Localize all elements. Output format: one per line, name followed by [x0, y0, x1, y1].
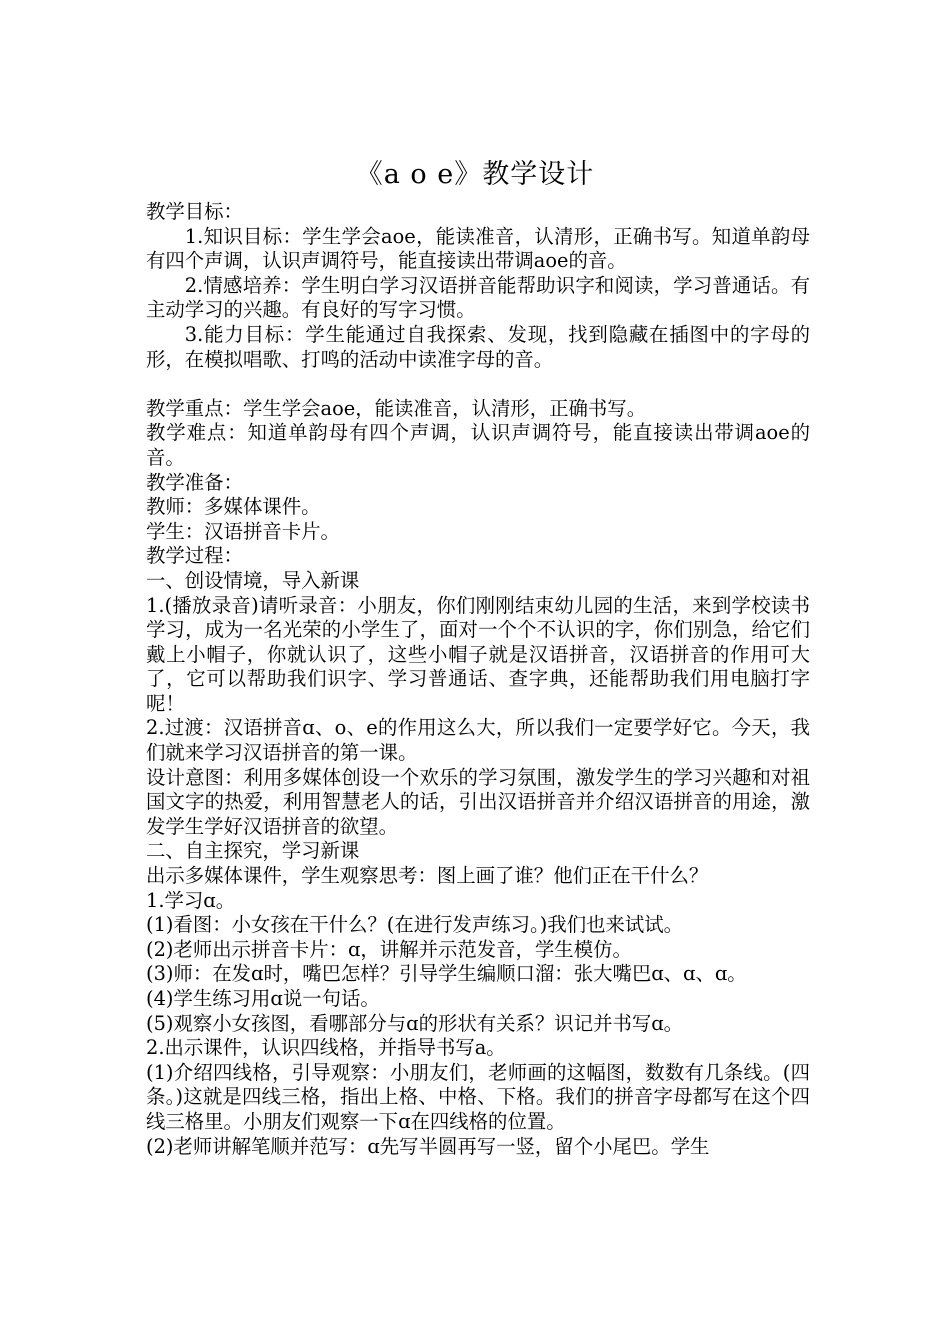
step-5: (5)观察小女孩图，看哪部分与ɑ的形状有关系？识记并书写ɑ。 [146, 1011, 684, 1035]
section1-paragraph-1: 1.(播放录音)请听录音：小朋友，你们刚刚结束幼儿园的生活，来到学校读书学习，成为一名光荣的小学生了，面对一个个不认识的字，你们别急，给它们戴上小帽子，你就认识了，这些小帽子就是汉语拼音，汉语拼音的作用可大了，它可以帮助我们识字、学习普通话、查字典，还能帮助我们用电脑打字呢！ [146, 593, 810, 715]
blank-line [146, 372, 810, 397]
learn-a-heading: 1.学习ɑ。 [146, 888, 236, 912]
grid-heading: 2.出示课件，认识四线格，并指导书写a。 [146, 1036, 506, 1060]
grid-step-2: (2)老师讲解笔顺并范写：ɑ先写半圆再写一竖，留个小尾巴。学生 [146, 1134, 710, 1158]
preparation-heading: 教学准备： [146, 470, 243, 494]
design-intent: 设计意图：利用多媒体创设一个欢乐的学习氛围，激发学生的学习兴趣和对祖国文字的热爱，利用智慧老人的话，引出汉语拼音并介绍汉语拼音的用途，激发学生学好汉语拼音的欲望。 [146, 765, 810, 838]
step-3: (3)师：在发ɑ时，嘴巴怎样？引导学生编顺口溜：张大嘴巴ɑ、ɑ、ɑ。 [146, 962, 747, 986]
section1-heading: 一、创设情境，导入新课 [146, 568, 360, 592]
section1-paragraph-2: 2.过渡：汉语拼音ɑ、o、e的作用这么大，所以我们一定要学好它。今天，我们就来学习汉语拼音的第一课。 [146, 716, 810, 765]
step-1: (1)看图：小女孩在干什么？(在进行发声练习。)我们也来试试。 [146, 913, 684, 937]
objective-ability: 3.能力目标：学生能通过自我探索、发现，找到隐藏在插图中的字母的形，在模拟唱歌、打鸣的活动中读准字母的音。 [146, 322, 810, 371]
step-4: (4)学生练习用ɑ说一句话。 [146, 987, 380, 1010]
objectives-heading: 教学目标： [146, 200, 243, 223]
preparation-student: 学生：汉语拼音卡片。 [146, 519, 340, 543]
objective-emotion: 2.情感培养：学生明白学习汉语拼音能帮助识字和阅读，学习普通话。有主动学习的兴趣。有良好的写字习惯。 [146, 273, 810, 322]
section2-intro: 出示多媒体课件，学生观察思考：图上画了谁？他们正在干什么？ [146, 864, 709, 888]
difficulty: 教学难点：知道单韵母有四个声调，认识声调符号，能直接读出带调aoe的音。 [146, 421, 810, 469]
section2-heading: 二、自主探究，学习新课 [146, 839, 360, 863]
grid-step-1: (1)介绍四线格，引导观察：小朋友们，老师画的这幅图，数数有几条线。(四条。)这就是四线三格，指出上格、中格、下格。我们的拼音字母都写在这个四线三格里。小朋友们观察一下ɑ在四线格的位置。 [146, 1060, 810, 1133]
preparation-teacher: 教师：多媒体课件。 [146, 495, 321, 519]
step-2: (2)老师出示拼音卡片：ɑ，讲解并示范发音，学生模仿。 [146, 937, 632, 961]
document-title: 《a o e》教学设计 [355, 159, 595, 190]
key-point: 教学重点：学生学会aoe，能读准音，认清形，正确书写。 [146, 396, 647, 420]
process-heading: 教学过程： [146, 544, 243, 568]
objective-knowledge: 1.知识目标：学生学会aoe，能读准音，认清形，正确书写。知道单韵母有四个声调，认识声调符号，能直接读出带调aoe的音。 [146, 224, 810, 273]
document-body [146, 200, 810, 1159]
